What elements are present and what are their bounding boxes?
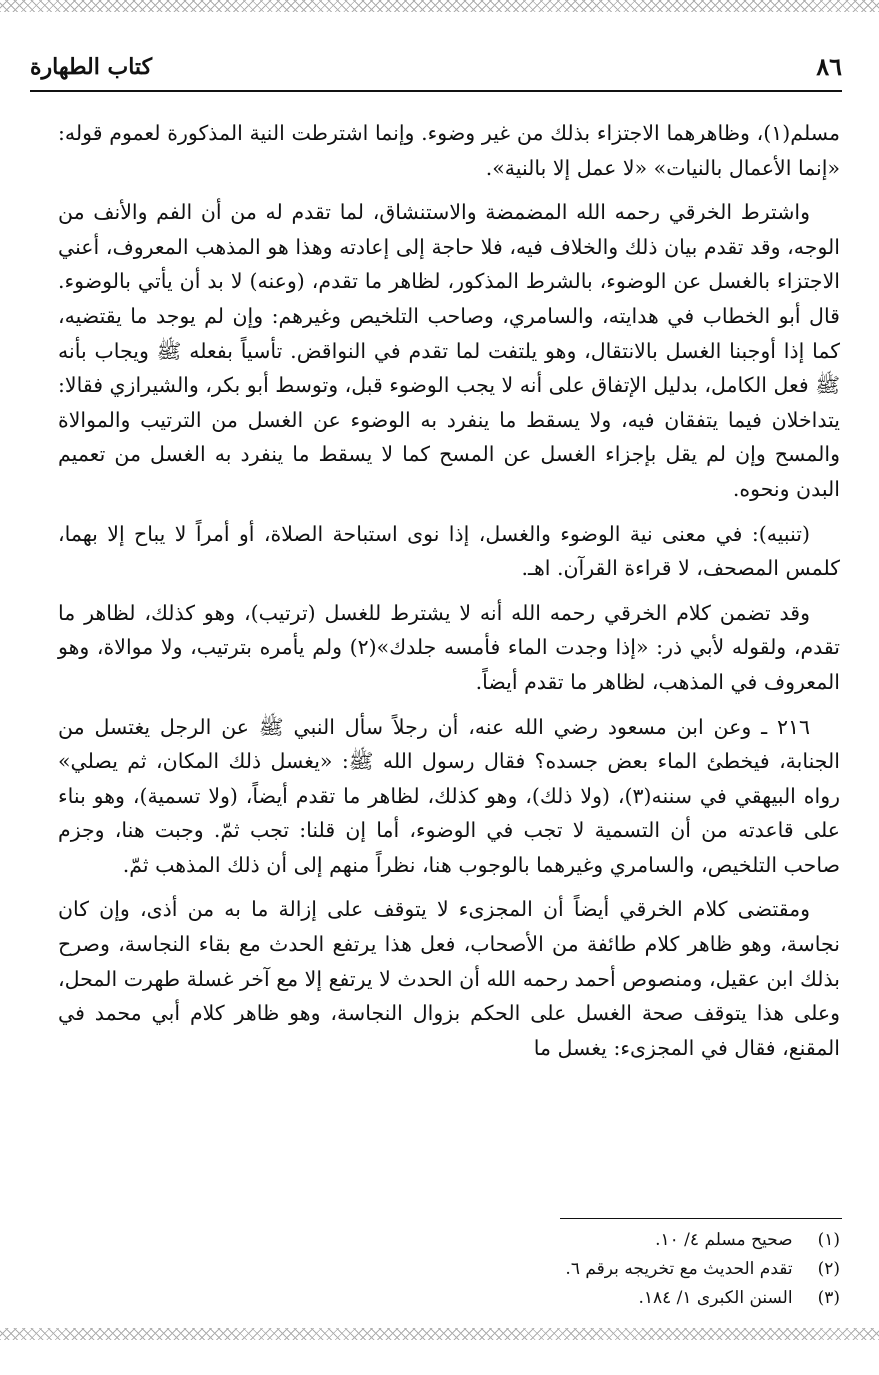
page-number: ٨٦ — [816, 52, 842, 81]
footnote-number: (١) — [817, 1230, 840, 1250]
paragraph: واشترط الخرقي رحمه الله المضمضة والاستنشاق، لما تقدم له من أن الفم والأنف من الوجه، وقد تقدم بيان ذلك والخلاف فيه، فلا حاجة إلى إعادته وهذا هو المذهب المعروف، أعني الاجتزاء بالغسل عن الوضوء، بالشرط المذكور، لظاهر ما تقدم، (وعنه) لا بد أن يأتي بالوضوء. قال أبو الخطاب في هدايته، والسامري، وصاحب التلخيص وغيرهم: وإن لم يوجد ما يقتضيه، كما إذا أوجبنا الغسل بالانتقال، وهو يلتفت لما تقدم في النواقض. تأسياً بفعله ﷺ ويجاب بأنه ﷺ فعل الكامل، بدليل الإتفاق على أنه لا يجب الوضوء قبل، وتوسط أبو بكر، والشيرازي فقالا: يتداخلان فيما يتفقان فيه، ولا يسقط ما ينفرد به الوضوء عن الغسل من الترتيب والموالاة والمسح وإن لم يقل بإجزاء الغسل عن المسح كما لا يسقط ما ينفرد به الغسل من تعميم البدن ونحوه. — [57, 200, 840, 501]
footnotes — [58, 1226, 840, 1313]
footnote-separator — [560, 1218, 842, 1219]
decorative-bottom-border — [0, 1328, 879, 1340]
decorative-top-border — [0, 0, 879, 12]
running-title: كتاب الطهارة — [30, 54, 153, 80]
page-header — [30, 50, 842, 92]
footnote-number: (٢) — [817, 1259, 840, 1279]
paragraph: (تنبيه): في معنى نية الوضوء والغسل، إذا نوى استباحة الصلاة، أو أمراً لا يباح إلا بهما، كلمس المصحف، لا قراءة القرآن. اهـ. — [58, 521, 840, 581]
paragraph: وقد تضمن كلام الخرقي رحمه الله أنه لا يشترط للغسل (ترتيب)، وهو كذلك، لظاهر ما تقدم، ولقوله لأبي ذر: «إذا وجدت الماء فأمسه جلدك»(٢) ولم يأمره بترتيب، ولا موالاة، وهو المعروف في المذهب، لظاهر ما تقدم أيضاً. — [58, 600, 840, 694]
main-text — [58, 116, 840, 1075]
footnote — [58, 1284, 840, 1313]
footnote — [58, 1226, 840, 1255]
footnote-number: (٣) — [817, 1288, 840, 1308]
footnote-text: تقدم الحديث مع تخريجه برقم ٦. — [565, 1259, 793, 1279]
footnote-text: صحيح مسلم ٤/ ١٠. — [655, 1230, 793, 1250]
paragraph: ٢١٦ ـ وعن ابن مسعود رضي الله عنه، أن رجلاً سأل النبي ﷺ عن الرجل يغتسل من الجنابة، فيخطئ الماء بعض جسده؟ فقال رسول الله ﷺ: «يغسل ذلك المكان، ثم يصلي» رواه البيهقي في سننه(٣)، (ولا ذلك)، وهو كذلك، لظاهر ما تقدم أيضاً، (ولا تسمية)، وهو بناء على قاعدته من أن التسمية لا تجب في الوضوء، أما إن قلنا: تجب ثمّ. وجبت هنا، وجزم صاحب التلخيص، والسامري وغيرهما بالوجوب هنا، نظراً منهم إلى أن ذلك المذهب ثمّ. — [58, 714, 840, 877]
footnote-text: السنن الكبرى ١/ ١٨٤. — [638, 1288, 793, 1308]
paragraph: ومقتضى كلام الخرقي أيضاً أن المجزىء لا يتوقف على إزالة ما به من أذى، وإن كان نجاسة، وهو ظاهر كلام طائفة من الأصحاب، فعل هذا يرتفع الحدث مع بقاء النجاسة، وصرح بذلك ابن عقيل، ومنصوص أحمد رحمه الله أن الحدث لا يرتفع إلا مع آخر غسلة طهرت المحل، وعلى هذا يتوقف صحة الغسل على الحكم بزوال النجاسة، وهو ظاهر كلام أبي محمد في المقنع، فقال في المجزىء: يغسل ما — [58, 897, 840, 1060]
footnote — [58, 1255, 840, 1284]
header-rule — [30, 90, 842, 92]
paragraph: مسلم(١)، وظاهرهما الاجتزاء بذلك من غير وضوء. وإنما اشترطت النية المذكورة لعموم قوله: «إنما الأعمال بالنيات» «لا عمل إلا بالنية». — [58, 121, 840, 180]
